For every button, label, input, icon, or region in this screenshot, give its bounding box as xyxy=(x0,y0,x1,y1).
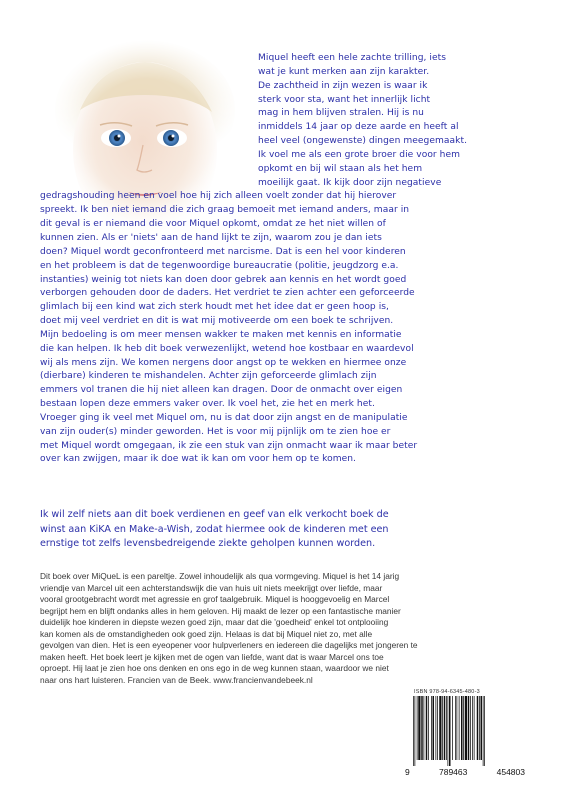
barcode-bar xyxy=(418,696,420,760)
barcode-bar xyxy=(436,696,437,760)
barcode-digit-group: 789463 xyxy=(438,767,468,777)
barcode-bar xyxy=(424,696,425,760)
barcode-bar xyxy=(452,696,453,760)
intro-line: en het probleem is dat de tegenwoordige bureaucratie (politie, jeugdzorg e.a. xyxy=(40,260,399,271)
intro-line: Ik voel me als een grote broer die voor hem xyxy=(258,149,461,160)
intro-text xyxy=(40,52,528,467)
barcode-bar xyxy=(444,696,446,760)
barcode-bar xyxy=(446,696,447,760)
barcode-bar xyxy=(479,696,480,760)
review-line: duidelijk hoe kinderen in diepste wezen goed zijn, maar dat die 'goedheid' enkel tot ontplooiing xyxy=(40,617,389,628)
intro-line: Mijn bedoeling is om meer mensen wakker te maken met kennis en informatie xyxy=(40,329,402,340)
intro-line: doet mij veel verdriet en dit is wat mij motiveerde om een boek te schrijven. xyxy=(40,316,394,327)
donation-line: winst aan KiKA en Make-a-Wish, zodat hiermee ook de kinderen met een xyxy=(40,523,389,535)
barcode-digit-group: 454803 xyxy=(496,767,525,777)
intro-line: (dierbare) kinderen te mishandelen. Achter zijn geforceerde glimlach zijn xyxy=(40,371,377,382)
intro-line: doen? Miquel wordt geconfronteerd met narcisme. Dat is een hel voor kinderen xyxy=(40,246,406,257)
intro-line: emmers vol tranen die hij niet alleen kan dragen. Door de onmacht over eigen xyxy=(40,385,403,396)
intro-line: moeilijk gaat. Ik kijk door zijn negatieve xyxy=(258,177,442,188)
intro-line: verborgen gehouden door de daders. Het verdriet te zien achter een geforceerde xyxy=(40,288,415,299)
intro-line: Vroeger ging ik veel met Miquel om, nu is dat door zijn angst en de manipulatie xyxy=(40,412,408,423)
review-line: Dit boek over MiQueL is een pareltje. Zowel inhoudelijk als qua vormgeving. Miquel is het 14 jarig xyxy=(40,571,400,581)
barcode-bar xyxy=(449,696,451,766)
barcode xyxy=(405,696,525,766)
intro-line: mag in hem blijven stralen. Hij is nu xyxy=(258,108,424,119)
donation-line: ernstige tot zelfs levensbedreigende ziekte geholpen kunnen worden. xyxy=(40,538,376,549)
review-line: gevolgen van dien. Het is een eyeopener voor hulpverleners en iedereen die dagelijks met jongeren te xyxy=(40,640,418,651)
barcode-bar xyxy=(426,696,428,760)
review-line: kan komen als de omstandigheden ook goed zijn. Helaas is dat bij Miquel niet zo, met alle xyxy=(40,628,373,639)
barcode-bar xyxy=(463,696,464,760)
barcode-bar xyxy=(457,696,458,760)
barcode-bar xyxy=(455,696,456,760)
intro-line: heel veel (ongewenste) dingen meegemaakt. xyxy=(258,136,468,147)
barcode-bar xyxy=(481,696,483,760)
intro-line: opkomt en bij wil staan als het hem xyxy=(258,163,423,174)
barcode-bar xyxy=(474,696,475,760)
barcode-bar xyxy=(439,696,441,760)
intro-line: sterk voor sta, want het innerlijk licht xyxy=(258,94,431,105)
intro-line: over kan zwijgen, maar ik doe wat ik kan om voor hem op te komen. xyxy=(40,454,356,465)
barcode-bar xyxy=(413,696,414,766)
isbn-label: ISBN 978-94-6345-480-3 xyxy=(414,689,480,695)
intro-line: wat je kunt merken aan zijn karakter. xyxy=(258,66,430,77)
donation-line: Ik wil zelf niets aan dit boek verdienen en geef van elk verkocht boek de xyxy=(40,509,389,520)
intro-line: inmiddels 14 jaar op deze aarde en heeft al xyxy=(258,122,459,133)
barcode-bar xyxy=(428,696,429,760)
intro-line: van zijn ouder(s) minder geworden. Het is voor mij pijnlijk om te zien hoe er xyxy=(40,426,391,437)
intro-line: instanties) weinig tot niets kan doen door gebrek aan kennis en het wordt goed xyxy=(40,274,407,285)
intro-line: die kan helpen. Ik heb dit boek verwezenlijkt, wetend hoe kostbaar en waardevol xyxy=(40,343,414,354)
barcode-bar xyxy=(461,696,463,760)
intro-line: gedragshouding heen en voel hoe hij zich alleen voelt zonder dat hij hierover xyxy=(40,191,397,202)
barcode-bar xyxy=(437,696,438,760)
barcode-bar xyxy=(433,696,435,760)
barcode-bar xyxy=(431,696,432,760)
intro-line: kunnen zien. Als er 'niets' aan de hand lijkt te zijn, waarom zou je dan iets xyxy=(40,232,382,243)
barcode-bar xyxy=(448,696,449,766)
review-line: vriendje van Marcel uit een achterstandswijk die van huis uit niets meekrijgt over liefde, maar xyxy=(40,582,383,593)
barcode-bar xyxy=(417,696,418,760)
intro-line: wij als mens zijn. We komen nergens door angst op te wekken en hiermee onze xyxy=(40,357,407,368)
review-line: maken heeft. Het boek leert je kijken met de ogen van liefde, want dat is waar Marcel ons toe xyxy=(40,651,384,662)
intro-line: Miquel heeft een hele zachte trilling, iets xyxy=(258,53,447,63)
intro-line: dit geval is er niemand die voor Miquel opkomt, omdat ze het niet willen of xyxy=(40,219,386,230)
review-line: begrijpt hem en blijft ondanks alles in hem geloven. Hij maakt de lezer op een fantastische manier xyxy=(40,605,401,616)
barcode-bar xyxy=(484,696,485,766)
intro-line: De zachtheid in zijn wezen is waar ik xyxy=(258,80,428,91)
review-text xyxy=(40,571,528,686)
barcode-bar xyxy=(477,696,479,760)
review-line: naar ons hart luisteren. Francien van de Beek. www.francienvandebeek.nl xyxy=(40,674,313,685)
barcode-bar xyxy=(470,696,471,760)
review-line: vooral grootgebracht wordt met agressie en grof taalgebruik. Miquel is hooggevoelig en Marcel xyxy=(40,594,390,605)
barcode-digit-group: 9 xyxy=(405,767,410,777)
barcode-bar xyxy=(421,696,423,760)
intro-line: bestaan lopen deze emmers vaker over. Ik voel het, zie het en merk het. xyxy=(40,399,375,410)
donation-statement xyxy=(40,508,528,552)
barcode-bar xyxy=(442,696,443,760)
barcode-bar xyxy=(415,696,416,766)
barcode-bar xyxy=(483,696,484,766)
barcode-bar xyxy=(472,696,473,760)
intro-line: glimlach bij een kind wat zich sterk houdt met het idee dat er geen hoop is, xyxy=(40,302,390,313)
barcode-bar xyxy=(468,696,470,760)
intro-line: met Miquel wordt omgegaan, ik zie een stuk van zijn onmacht waar ik maar beter xyxy=(40,440,418,451)
barcode-bar xyxy=(459,696,460,760)
barcode-bar xyxy=(465,696,467,760)
review-line: oproept. Hij laat je zien hoe ons denken en ons ego in de weg kunnen staan, waardoor we niet xyxy=(40,663,389,674)
intro-line: spreekt. Ik ben niet iemand die zich graag bemoeit met iemand anders, maar in xyxy=(40,205,410,216)
barcode-digits xyxy=(405,767,525,777)
